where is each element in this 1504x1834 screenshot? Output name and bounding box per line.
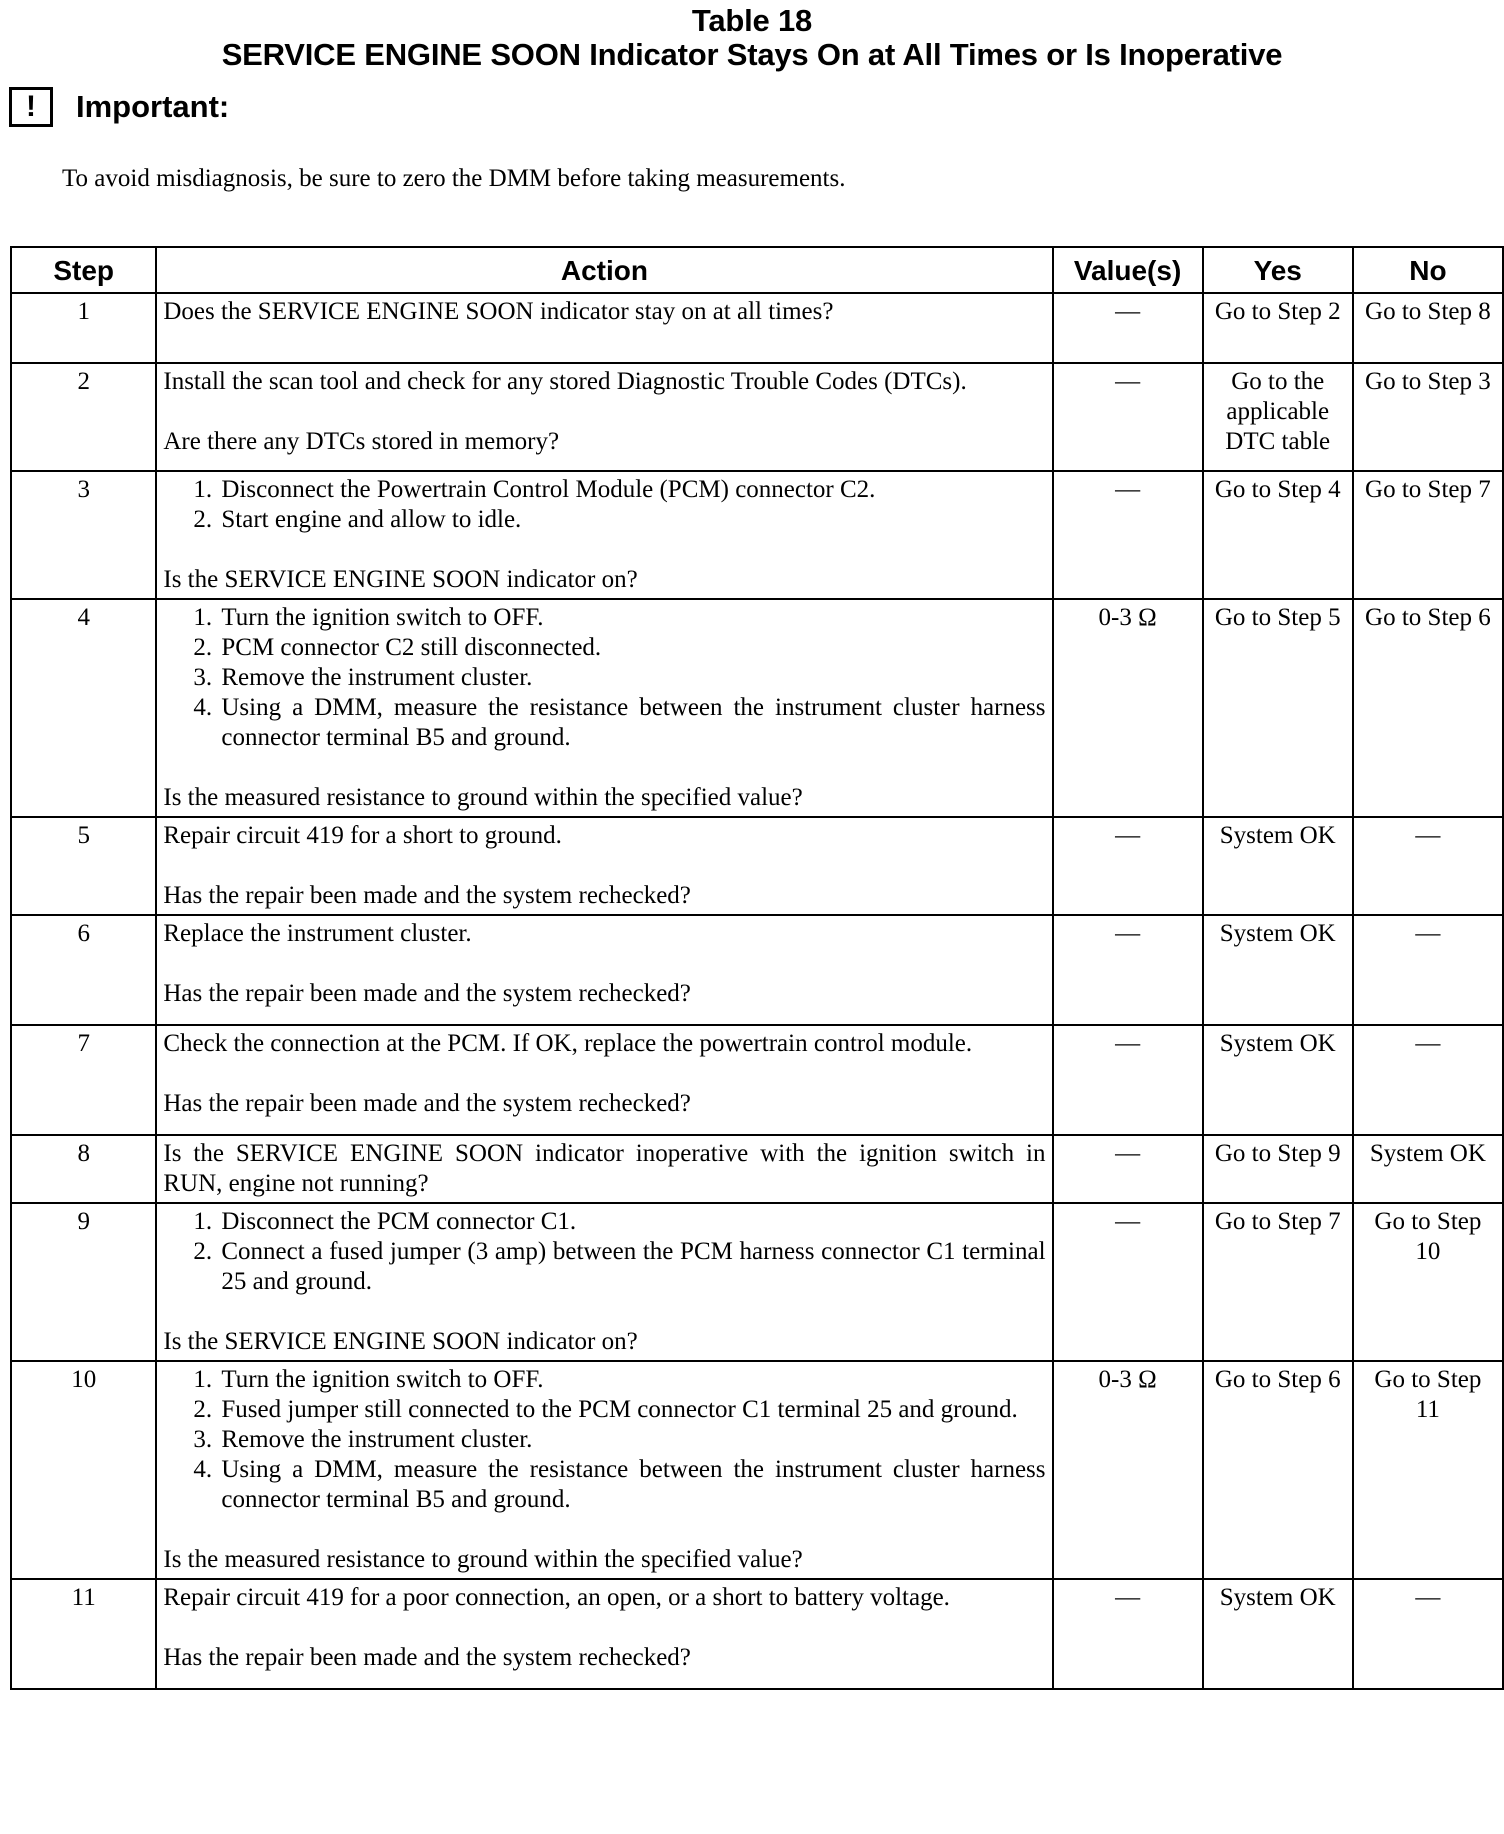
action-question: Has the repair been made and the system rechecked? bbox=[163, 1644, 691, 1671]
action-step-item: 3. Remove the instrument cluster. bbox=[218, 1425, 1045, 1455]
no-cell: Go to Step 8 bbox=[1353, 293, 1503, 363]
action-step-item: 2. Connect a fused jumper (3 amp) between the PCM harness connector C1 terminal 25 and ground. bbox=[218, 1237, 1045, 1297]
step-number: 4 bbox=[11, 599, 156, 817]
column-header-step: Step bbox=[11, 247, 156, 293]
column-header-yes: Yes bbox=[1203, 247, 1353, 293]
action-text: Repair circuit 419 for a short to ground. bbox=[163, 822, 562, 849]
action-question: Has the repair been made and the system rechecked? bbox=[163, 980, 691, 1007]
action-cell bbox=[156, 1025, 1052, 1135]
step-number: 9 bbox=[11, 1203, 156, 1361]
action-cell bbox=[156, 1361, 1052, 1579]
yes-cell: System OK bbox=[1203, 1579, 1353, 1689]
yes-cell: System OK bbox=[1203, 915, 1353, 1025]
table-row bbox=[11, 1203, 1503, 1361]
diagnostic-table bbox=[10, 246, 1504, 1690]
action-question: Is the measured resistance to ground within the specified value? bbox=[163, 784, 803, 811]
action-text: Is the SERVICE ENGINE SOON indicator inoperative with the ignition switch in RUN, engine not running? bbox=[163, 1140, 1046, 1197]
table-body bbox=[11, 293, 1503, 1689]
value-cell: — bbox=[1053, 1135, 1203, 1203]
value-cell: — bbox=[1053, 1579, 1203, 1689]
column-header-no: No bbox=[1353, 247, 1503, 293]
action-step-item: 3. Remove the instrument cluster. bbox=[218, 663, 1045, 693]
action-cell bbox=[156, 599, 1052, 817]
step-number: 1 bbox=[11, 293, 156, 363]
action-step-item: 2. PCM connector C2 still disconnected. bbox=[218, 633, 1045, 663]
action-text: Repair circuit 419 for a poor connection, an open, or a short to battery voltage. bbox=[163, 1584, 950, 1611]
table-row bbox=[11, 1025, 1503, 1135]
no-cell: — bbox=[1353, 915, 1503, 1025]
action-cell bbox=[156, 293, 1052, 363]
table-row bbox=[11, 1579, 1503, 1689]
yes-cell: Go to Step 7 bbox=[1203, 1203, 1353, 1361]
no-cell: Go to Step 11 bbox=[1353, 1361, 1503, 1579]
no-cell: Go to Step 6 bbox=[1353, 599, 1503, 817]
action-question: Is the SERVICE ENGINE SOON indicator on? bbox=[163, 1328, 638, 1355]
value-cell: — bbox=[1053, 915, 1203, 1025]
table-row bbox=[11, 1135, 1503, 1203]
action-steps bbox=[163, 1365, 1045, 1515]
action-step-item: 2. Start engine and allow to idle. bbox=[218, 505, 1045, 535]
step-number: 3 bbox=[11, 471, 156, 599]
action-text: Check the connection at the PCM. If OK, replace the powertrain control module. bbox=[163, 1030, 973, 1057]
yes-cell: Go to Step 4 bbox=[1203, 471, 1353, 599]
action-cell bbox=[156, 363, 1052, 471]
step-number: 10 bbox=[11, 1361, 156, 1579]
action-steps bbox=[163, 475, 1045, 535]
action-step-item: 4. Using a DMM, measure the resistance between the instrument cluster harness connector terminal B5 and ground. bbox=[218, 1455, 1045, 1515]
step-number: 11 bbox=[11, 1579, 156, 1689]
value-cell: — bbox=[1053, 1203, 1203, 1361]
step-number: 8 bbox=[11, 1135, 156, 1203]
table-row bbox=[11, 363, 1503, 471]
action-cell bbox=[156, 915, 1052, 1025]
value-cell: — bbox=[1053, 471, 1203, 599]
action-text: Install the scan tool and check for any stored Diagnostic Trouble Codes (DTCs). bbox=[163, 368, 967, 395]
value-cell: 0-3 Ω bbox=[1053, 1361, 1203, 1579]
value-cell: — bbox=[1053, 817, 1203, 915]
yes-cell: Go to Step 5 bbox=[1203, 599, 1353, 817]
no-cell: Go to Step 7 bbox=[1353, 471, 1503, 599]
table-subtitle: SERVICE ENGINE SOON Indicator Stays On at All Times or Is Inoperative bbox=[221, 37, 1283, 72]
action-step-item: 1. Disconnect the PCM connector C1. bbox=[218, 1207, 1045, 1237]
action-question: Has the repair been made and the system rechecked? bbox=[163, 882, 691, 909]
table-row bbox=[11, 293, 1503, 363]
action-cell bbox=[156, 471, 1052, 599]
value-cell: — bbox=[1053, 1025, 1203, 1135]
table-row bbox=[11, 471, 1503, 599]
column-header-values: Value(s) bbox=[1053, 247, 1203, 293]
important-callout bbox=[9, 84, 229, 130]
action-question: Has the repair been made and the system rechecked? bbox=[163, 1090, 691, 1117]
yes-cell: System OK bbox=[1203, 1025, 1353, 1135]
action-question: Are there any DTCs stored in memory? bbox=[163, 428, 560, 455]
action-step-item: 1. Turn the ignition switch to OFF. bbox=[218, 1365, 1045, 1395]
important-note: To avoid misdiagnosis, be sure to zero the DMM before taking measurements. bbox=[62, 165, 846, 192]
step-number: 5 bbox=[11, 817, 156, 915]
yes-cell: Go to Step 2 bbox=[1203, 293, 1353, 363]
action-step-item: 1. Disconnect the Powertrain Control Module (PCM) connector C2. bbox=[218, 475, 1045, 505]
no-cell: Go to Step 10 bbox=[1353, 1203, 1503, 1361]
action-steps bbox=[163, 603, 1045, 753]
action-step-item: 4. Using a DMM, measure the resistance between the instrument cluster harness connector terminal B5 and ground. bbox=[218, 693, 1045, 753]
value-cell: 0-3 Ω bbox=[1053, 599, 1203, 817]
step-number: 7 bbox=[11, 1025, 156, 1135]
no-cell: — bbox=[1353, 817, 1503, 915]
table-row bbox=[11, 599, 1503, 817]
yes-cell: Go to the applicable DTC table bbox=[1203, 363, 1353, 471]
step-number: 6 bbox=[11, 915, 156, 1025]
no-cell: — bbox=[1353, 1579, 1503, 1689]
action-cell bbox=[156, 1203, 1052, 1361]
action-steps bbox=[163, 1207, 1045, 1297]
table-row bbox=[11, 817, 1503, 915]
step-number: 2 bbox=[11, 363, 156, 471]
yes-cell: System OK bbox=[1203, 817, 1353, 915]
value-cell: — bbox=[1053, 363, 1203, 471]
table-header-row bbox=[11, 247, 1503, 293]
table-title: Table 18 bbox=[691, 3, 813, 38]
table-row bbox=[11, 915, 1503, 1025]
action-cell bbox=[156, 1579, 1052, 1689]
yes-cell: Go to Step 6 bbox=[1203, 1361, 1353, 1579]
value-cell: — bbox=[1053, 293, 1203, 363]
action-text: Does the SERVICE ENGINE SOON indicator stay on at all times? bbox=[163, 298, 834, 325]
action-cell bbox=[156, 817, 1052, 915]
exclamation-icon: ! bbox=[9, 87, 53, 127]
yes-cell: Go to Step 9 bbox=[1203, 1135, 1353, 1203]
table-row bbox=[11, 1361, 1503, 1579]
action-text: Replace the instrument cluster. bbox=[163, 920, 472, 947]
action-question: Is the measured resistance to ground within the specified value? bbox=[163, 1546, 803, 1573]
no-cell: System OK bbox=[1353, 1135, 1503, 1203]
column-header-action: Action bbox=[156, 247, 1052, 293]
action-step-item: 1. Turn the ignition switch to OFF. bbox=[218, 603, 1045, 633]
action-question: Is the SERVICE ENGINE SOON indicator on? bbox=[163, 566, 638, 593]
action-step-item: 2. Fused jumper still connected to the PCM connector C1 terminal 25 and ground. bbox=[218, 1395, 1045, 1425]
no-cell: Go to Step 3 bbox=[1353, 363, 1503, 471]
important-label: Important: bbox=[76, 89, 230, 124]
action-cell bbox=[156, 1135, 1052, 1203]
no-cell: — bbox=[1353, 1025, 1503, 1135]
